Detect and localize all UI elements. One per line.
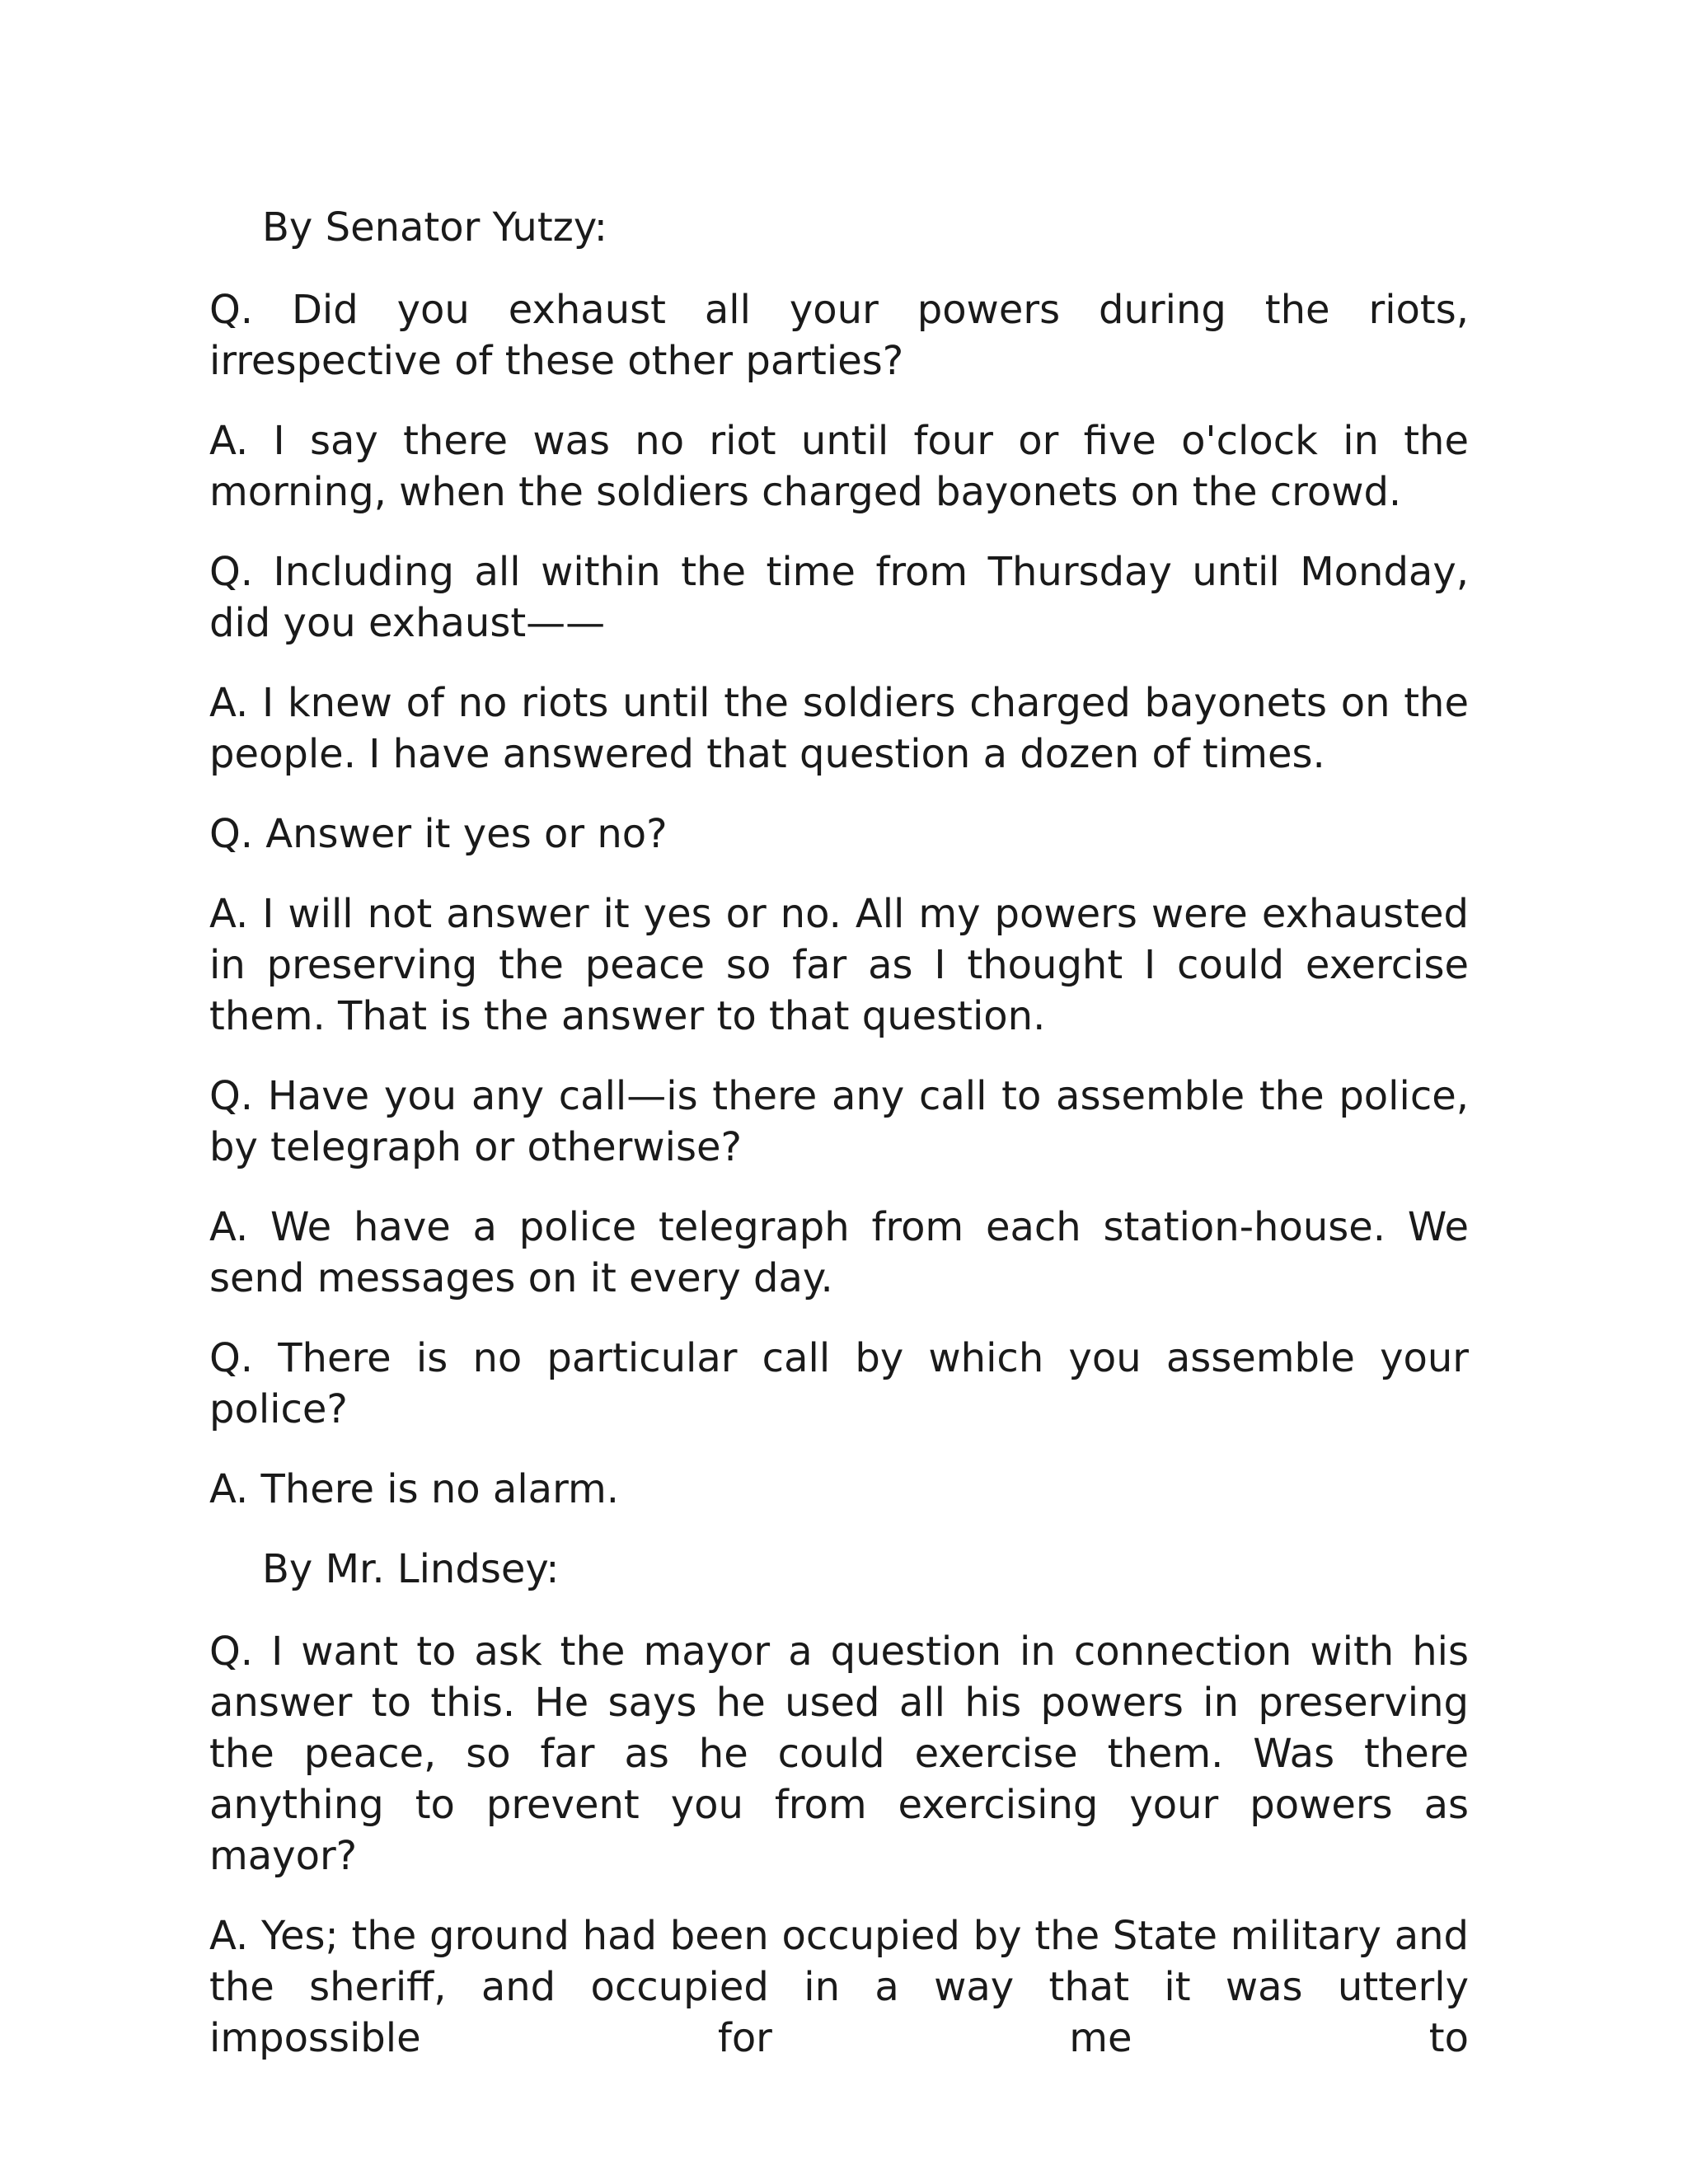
question-paragraph: Q. Did you exhaust all your powers during the riots, irrespective of these other parties? — [209, 287, 1469, 384]
question-paragraph: Q. I want to ask the mayor a question in connection with his answer to this. He says he used all his powers in preserving the peace, so far as he could exercise them. Was there anything to prevent you from exercising your powers as mayor? — [209, 1629, 1469, 1879]
answer-paragraph: A. Yes; the ground had been occupied by the State military and the sheriff, and occupied in a way that it was utterly impossible for me to — [209, 1913, 1469, 2061]
speaker-heading: By Mr. Lindsey: — [262, 1546, 560, 1592]
answer-paragraph: A. I will not answer it yes or no. All my powers were exhausted in preserving the peace so far as I thought I could exercise them. That is the answer to that question. — [209, 891, 1469, 1039]
answer-paragraph: A. We have a police telegraph from each station-house. We send messages on it every day. — [209, 1204, 1469, 1301]
answer-paragraph: A. There is no alarm. — [209, 1466, 619, 1512]
question-paragraph: Q. There is no particular call by which you assemble your police? — [209, 1335, 1469, 1432]
question-paragraph: Q. Including all within the time from Thursday until Monday, did you exhaust—— — [209, 549, 1469, 646]
answer-paragraph: A. I say there was no riot until four or five o'clock in the morning, when the soldiers charged bayonets on the crowd. — [209, 418, 1469, 515]
answer-paragraph: A. I knew of no riots until the soldiers charged bayonets on the people. I have answered that question a dozen of times. — [209, 680, 1469, 777]
question-paragraph: Q. Have you any call—is there any call to assemble the police, by telegraph or otherwise? — [209, 1073, 1469, 1170]
question-paragraph: Q. Answer it yes or no? — [209, 811, 668, 857]
testimony-text — [209, 202, 1469, 2093]
speaker-heading: By Senator Yutzy: — [262, 204, 607, 251]
